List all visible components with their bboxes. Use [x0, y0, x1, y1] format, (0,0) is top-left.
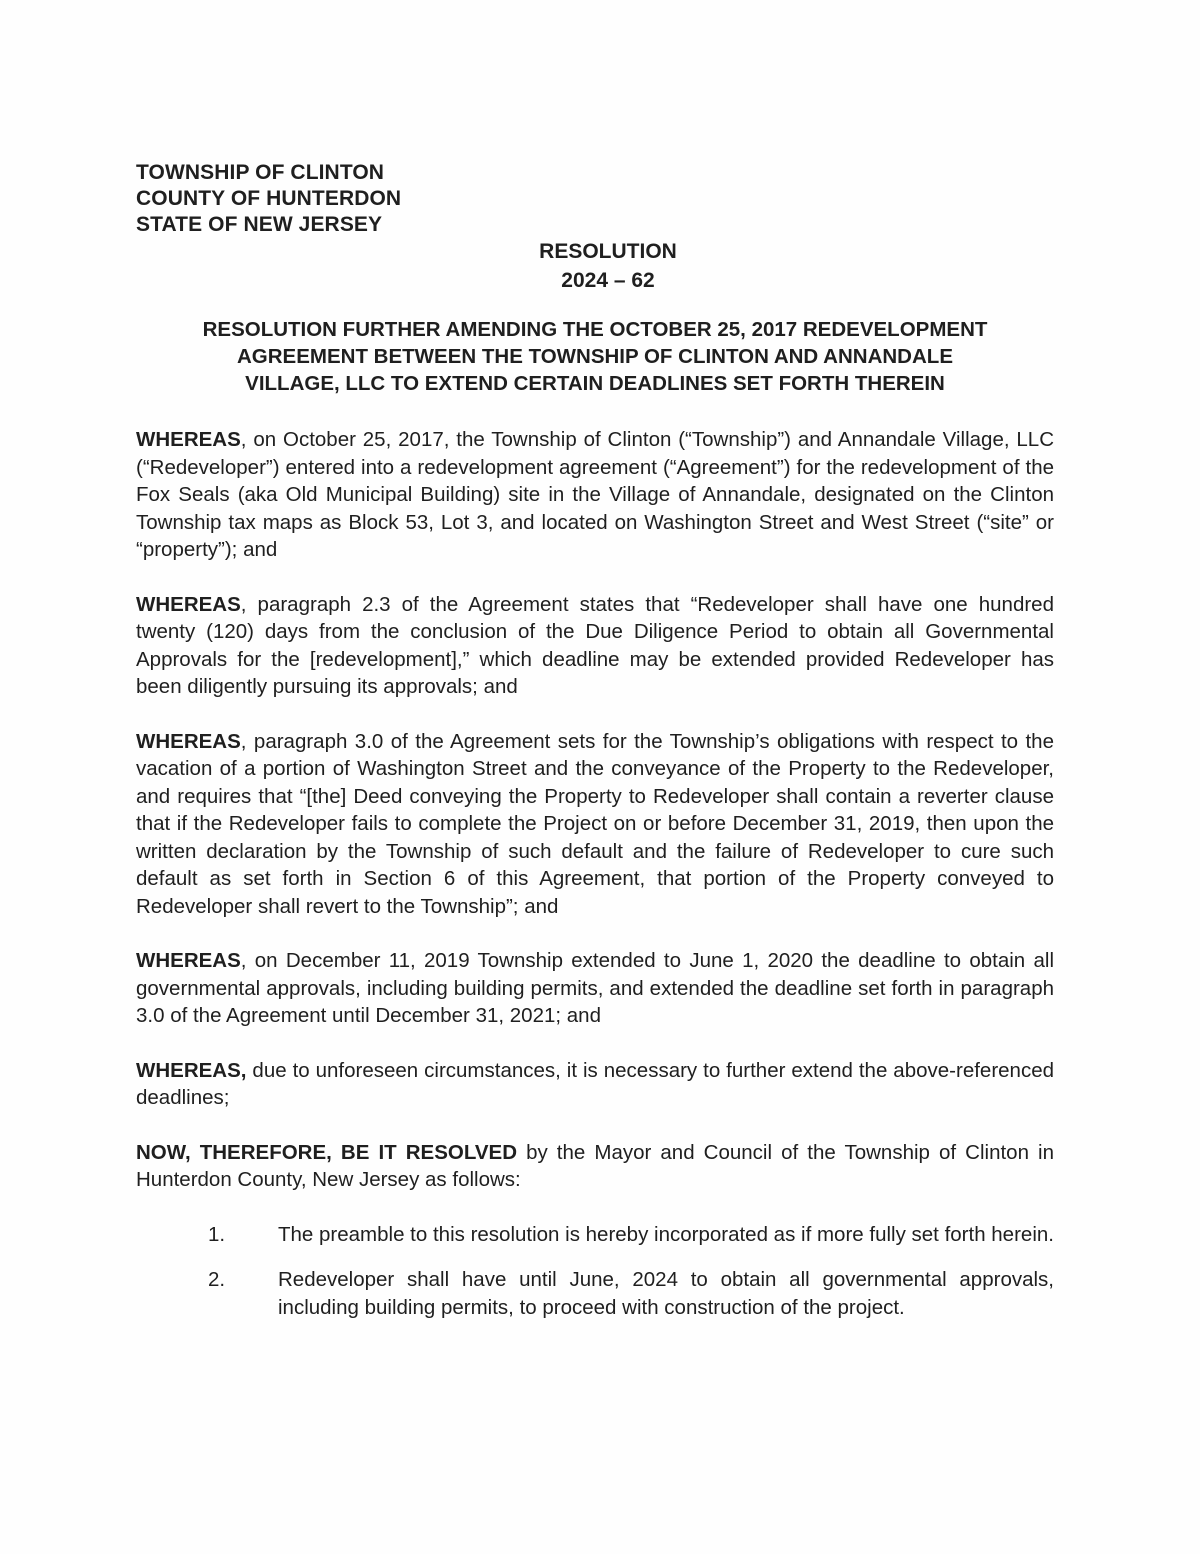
paragraph-lead: WHEREAS [136, 592, 241, 616]
list-item-number: 1. [208, 1222, 226, 1246]
paragraph-text: , on December 11, 2019 Township extended to June 1, 2020 the deadline to obtain all governmental approvals, including building permits, and extended the deadline set forth in paragraph 3.0 of the Agreement until December 31, 2021; and [136, 949, 1054, 1027]
resolution-label: RESOLUTION [539, 240, 677, 263]
list-item-text: Redeveloper shall have until June, 2024 to obtain all governmental approvals, including building permits, to proceed with construction of the project. [278, 1268, 1054, 1319]
list-item [208, 1266, 1054, 1321]
list-item [208, 1221, 1054, 1249]
resolution-body [136, 426, 1054, 1339]
paragraph-lead: WHEREAS, [136, 1058, 247, 1082]
paragraph-text: , paragraph 3.0 of the Agreement sets for the Township’s obligations with respect to the vacation of a portion of Washington Street and the conveyance of the Property to the Redeveloper, and requires that “[the] Deed conveying the Property to Redeveloper shall contain a reverter clause that if the Redeveloper fails to complete the Project on or before December 31, 2019, then upon the written declaration by the Township of such default and the failure of Redeveloper to cure such default as set forth in Section 6 of this Agreement, that portion of the Property conveyed to Redeveloper shall revert to the Township”; and [136, 729, 1054, 918]
header-county: COUNTY OF HUNTERDON [136, 187, 402, 210]
subject-line-1: RESOLUTION FURTHER AMENDING THE OCTOBER 25, 2017 REDEVELOPMENT [202, 318, 988, 341]
whereas-paragraph-1 [136, 426, 1054, 564]
header-state: STATE OF NEW JERSEY [136, 213, 383, 236]
paragraph-text: due to unforeseen circumstances, it is necessary to further extend the above-referenced deadlines; [136, 1058, 1054, 1109]
whereas-paragraph-2 [136, 591, 1054, 701]
paragraph-text: , paragraph 2.3 of the Agreement states that “Redeveloper shall have one hundred twenty (120) days from the conclusion of the Due Diligence Period to obtain all Governmental Approvals for the [redevelopment],” which deadline may be extended provided Redeveloper has been diligently pursuing its approvals; and [136, 592, 1054, 698]
paragraph-lead: WHEREAS [136, 729, 241, 753]
paragraph-lead: WHEREAS [136, 428, 241, 451]
jurisdiction-header [136, 160, 401, 238]
list-item-text: The preamble to this resolution is hereby incorporated as if more fully set forth herein. [278, 1222, 1054, 1246]
subject-line-2: AGREEMENT BETWEEN THE TOWNSHIP OF CLINTON AND ANNANDALE [237, 345, 953, 368]
header-township: TOWNSHIP OF CLINTON [136, 161, 385, 184]
resolution-title [0, 237, 1200, 295]
paragraph-lead: NOW, THEREFORE, BE IT RESOLVED [136, 1140, 518, 1164]
whereas-paragraph-5 [136, 1057, 1054, 1112]
resolution-subject [140, 316, 1050, 397]
whereas-paragraph-3 [136, 728, 1054, 921]
resolved-paragraph [136, 1139, 1054, 1194]
paragraph-lead: WHEREAS [136, 949, 241, 972]
resolution-number: 2024 – 62 [561, 269, 655, 292]
list-item-number: 2. [208, 1268, 226, 1291]
subject-line-3: VILLAGE, LLC TO EXTEND CERTAIN DEADLINES SET FORTH THEREIN [245, 372, 945, 395]
paragraph-text: , on October 25, 2017, the Township of Clinton (“Township”) and Annandale Village, LLC (“Redeveloper”) entered into a redevelopment agreement (“Agreement”) for the redevelopment of the Fox Seals (aka Old Municipal Building) site in the Village of Annandale, designated on the Clinton Township tax maps as Block 53, Lot 3, and located on Washington Street and West Street (“site” or “property”); and [136, 428, 1054, 561]
whereas-paragraph-4 [136, 947, 1054, 1030]
paragraph-text: by the Mayor and Council of the Township of Clinton in Hunterdon County, New Jersey as follows: [136, 1140, 1054, 1191]
